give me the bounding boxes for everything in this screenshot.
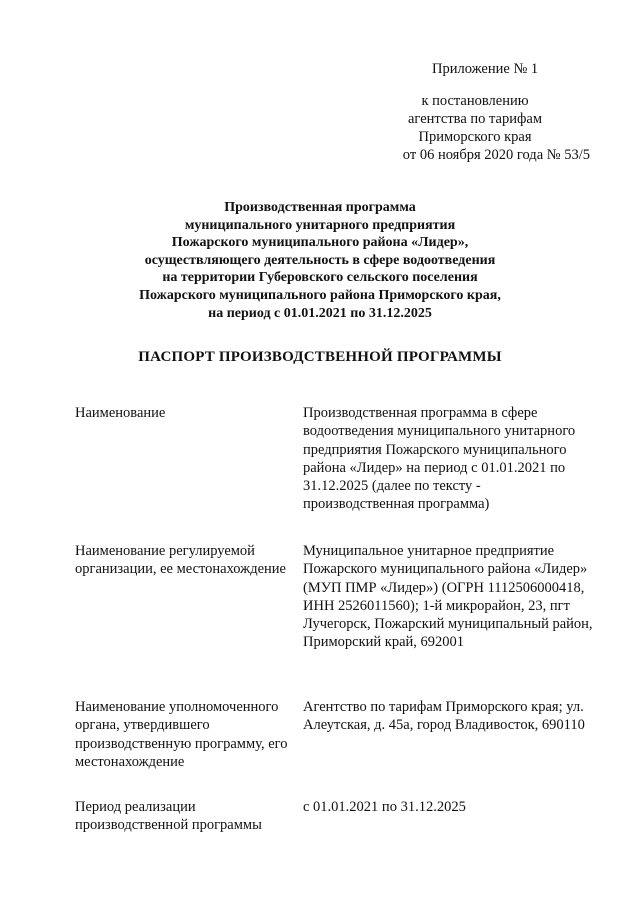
title-line: Пожарского муниципального района «Лидер», — [171, 235, 469, 251]
row-label: Наименование уполномоченного органа, утвердившего производственную программу, его местонахождение — [75, 699, 288, 770]
row-label: Наименование — [75, 405, 166, 421]
passport-row — [75, 698, 595, 798]
appendix-line: Приморского края — [418, 129, 532, 145]
title-line: Производственная программа — [224, 200, 416, 215]
title-line: муниципального унитарного предприятия — [184, 217, 456, 233]
appendix-line: к постановлению — [421, 93, 529, 109]
title-line: на территории Губеровского сельского поселения — [162, 270, 478, 286]
row-value: Муниципальное унитарное предприятие Пожарского муниципального района «Лидер» (МУП ПМР «Лидер») (ОГРН 1112506000418, ИНН 2526011560); 1-й микрорайон, 23, пгт Лучегорск, Пожарский муниципальный район, Приморский край, 692001 — [303, 543, 593, 651]
passport-heading: ПАСПОРТ ПРОИЗВОДСТВЕННОЙ ПРОГРАММЫ — [138, 349, 502, 365]
appendix-block — [360, 60, 590, 164]
appendix-line: агентства по тарифам — [408, 111, 542, 127]
passport-row — [75, 798, 595, 835]
row-label: Период реализации производственной программы — [75, 799, 262, 834]
passport-table — [75, 404, 595, 835]
title-line: Пожарского муниципального района Приморского края, — [139, 287, 501, 303]
title-line: осуществляющего деятельность в сфере водоотведения — [144, 252, 496, 268]
title-line: на период с 01.01.2021 по 31.12.2025 — [208, 305, 432, 321]
passport-row — [75, 404, 595, 542]
row-value: Производственная программа в сфере водоотведения муниципального унитарного предприятия Пожарского муниципального района «Лидер» на период с 01.01.2021 по 31.12.2025 (далее по тексту - производственная программа) — [303, 405, 576, 513]
row-value: с 01.01.2021 по 31.12.2025 — [303, 799, 466, 815]
document-title — [100, 199, 540, 322]
appendix-number: Приложение № 1 — [432, 61, 539, 77]
appendix-date-line: от 06 ноября 2020 года № 53/5 — [402, 147, 590, 163]
passport-row — [75, 542, 595, 698]
row-label: Наименование регулируемой организации, ее местонахождение — [75, 543, 286, 578]
row-value: Агентство по тарифам Приморского края; ул. Алеутская, д. 45а, город Владивосток, 690110 — [303, 699, 585, 734]
